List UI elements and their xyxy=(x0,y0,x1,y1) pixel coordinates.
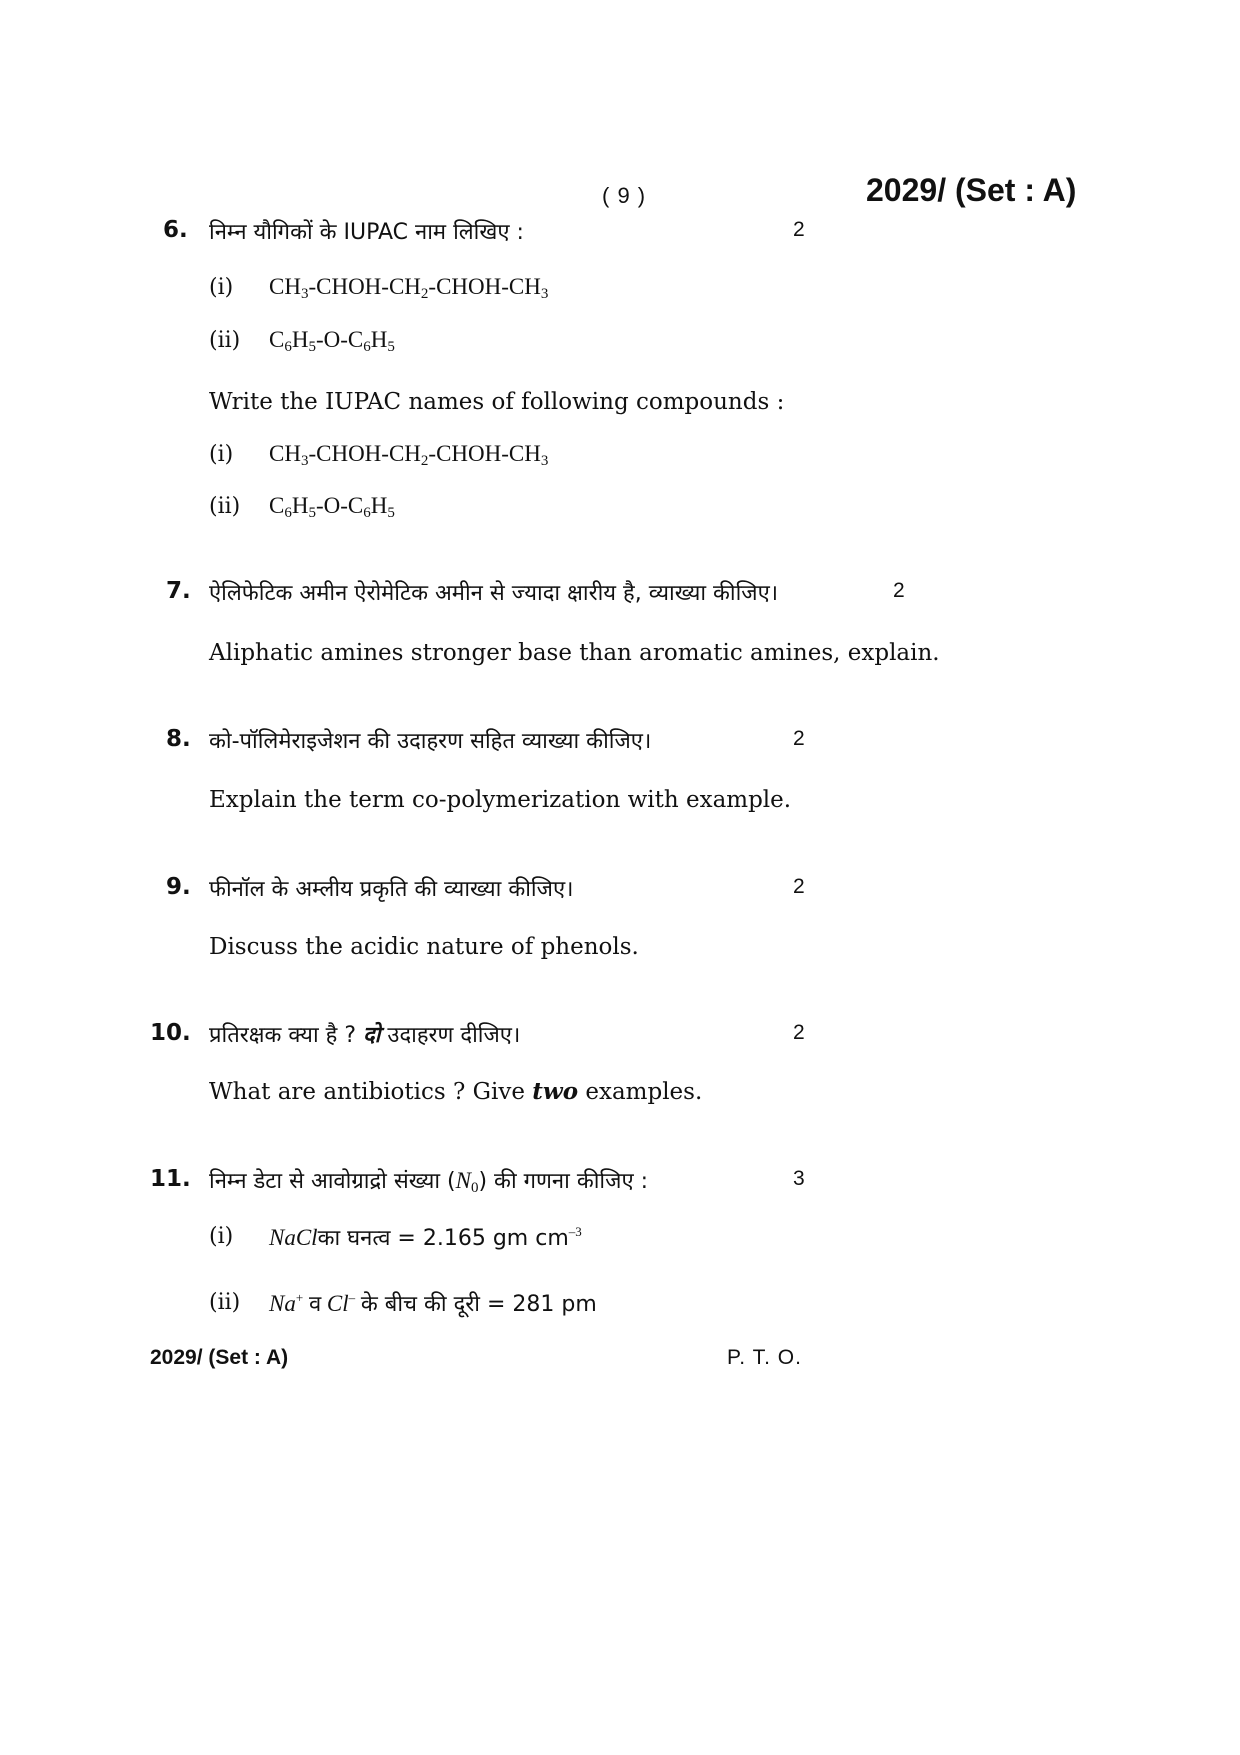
pto-label: P. T. O. xyxy=(727,1346,802,1369)
part-label: (i) xyxy=(209,442,234,467)
question-text-english: Aliphatic amines stronger base than aromatic amines, explain. xyxy=(209,640,940,666)
question-text-english xyxy=(209,1078,702,1105)
chemical-formula: $CH_3-CHOH-CH_2-CHOH-CH_3$ xyxy=(269,441,549,469)
question-marks: 2 xyxy=(893,579,905,602)
question-number: 6. xyxy=(163,217,188,243)
question-marks: 2 xyxy=(793,875,805,898)
question-text-hindi-part: निम्न डेटा से आवोग्राद्रो संख्या ( xyxy=(209,1169,456,1194)
question-text-hindi-part: उदाहरण दीजिए। xyxy=(387,1023,521,1048)
question-marks: 2 xyxy=(793,1021,805,1044)
question-text-english-part: examples. xyxy=(585,1079,703,1105)
set-code-footer: 2029/ (Set : A) xyxy=(150,1346,289,1369)
density-statement: NaClका घनत्व = 2.165 gm $cm^{-3}$ xyxy=(269,1224,582,1251)
chemical-formula: $C_6H_5-O-C_6H_5$ xyxy=(269,327,395,355)
part-label: (i) xyxy=(209,275,234,300)
part-label: (ii) xyxy=(209,494,241,519)
question-text-hindi xyxy=(209,1019,520,1049)
part-label: (ii) xyxy=(209,328,241,353)
question-number: 8. xyxy=(166,726,191,752)
question-text-english-part: What are antibiotics ? Give xyxy=(209,1079,525,1105)
question-number: 11. xyxy=(150,1166,191,1192)
question-text-english: Discuss the acidic nature of phenols. xyxy=(209,934,639,960)
question-text-hindi: फीनॉल के अम्लीय प्रकृति की व्याख्या कीजिए। xyxy=(209,877,574,902)
question-text-hindi-part: ) की गणना कीजिए : xyxy=(478,1169,649,1194)
question-number: 7. xyxy=(166,578,191,604)
question-marks: 2 xyxy=(793,218,805,241)
chemical-formula: $C_6H_5-O-C_6H_5$ xyxy=(269,493,395,521)
question-text-english: Write the IUPAC names of following compounds : xyxy=(209,389,785,415)
emphasis-word: दो xyxy=(363,1023,381,1048)
question-text-hindi: निम्न यौगिकों के IUPAC नाम लिखिए : xyxy=(209,220,524,245)
question-text-hindi: ऐलिफेटिक अमीन ऐरोमेटिक अमीन से ज्यादा क्षारीय है, व्याख्या कीजिए। xyxy=(209,581,779,606)
chemical-formula: $CH_3-CHOH-CH_2-CHOH-CH_3$ xyxy=(269,274,549,302)
question-number: 10. xyxy=(150,1020,191,1046)
part-label: (ii) xyxy=(209,1290,241,1315)
set-code-header: 2029/ (Set : A) xyxy=(866,172,1077,208)
question-text-hindi xyxy=(209,1165,648,1197)
question-text-hindi: को-पॉलिमेराइजेशन की उदाहरण सहित व्याख्या कीजिए। xyxy=(209,729,652,754)
question-number: 9. xyxy=(166,874,191,900)
question-text-hindi-part: प्रतिरक्षक क्या है ? xyxy=(209,1023,356,1048)
emphasis-word: two xyxy=(532,1078,579,1105)
avogadro-symbol: $N_0$ xyxy=(455,1168,479,1196)
page-number: ( 9 ) xyxy=(602,183,647,208)
distance-statement: Na+ व Cl– के बीच की दूरी = 281 pm xyxy=(269,1290,597,1317)
part-label: (i) xyxy=(209,1224,234,1249)
question-marks: 3 xyxy=(793,1167,805,1190)
question-text-english: Explain the term co-polymerization with example. xyxy=(209,787,792,813)
question-marks: 2 xyxy=(793,727,805,750)
